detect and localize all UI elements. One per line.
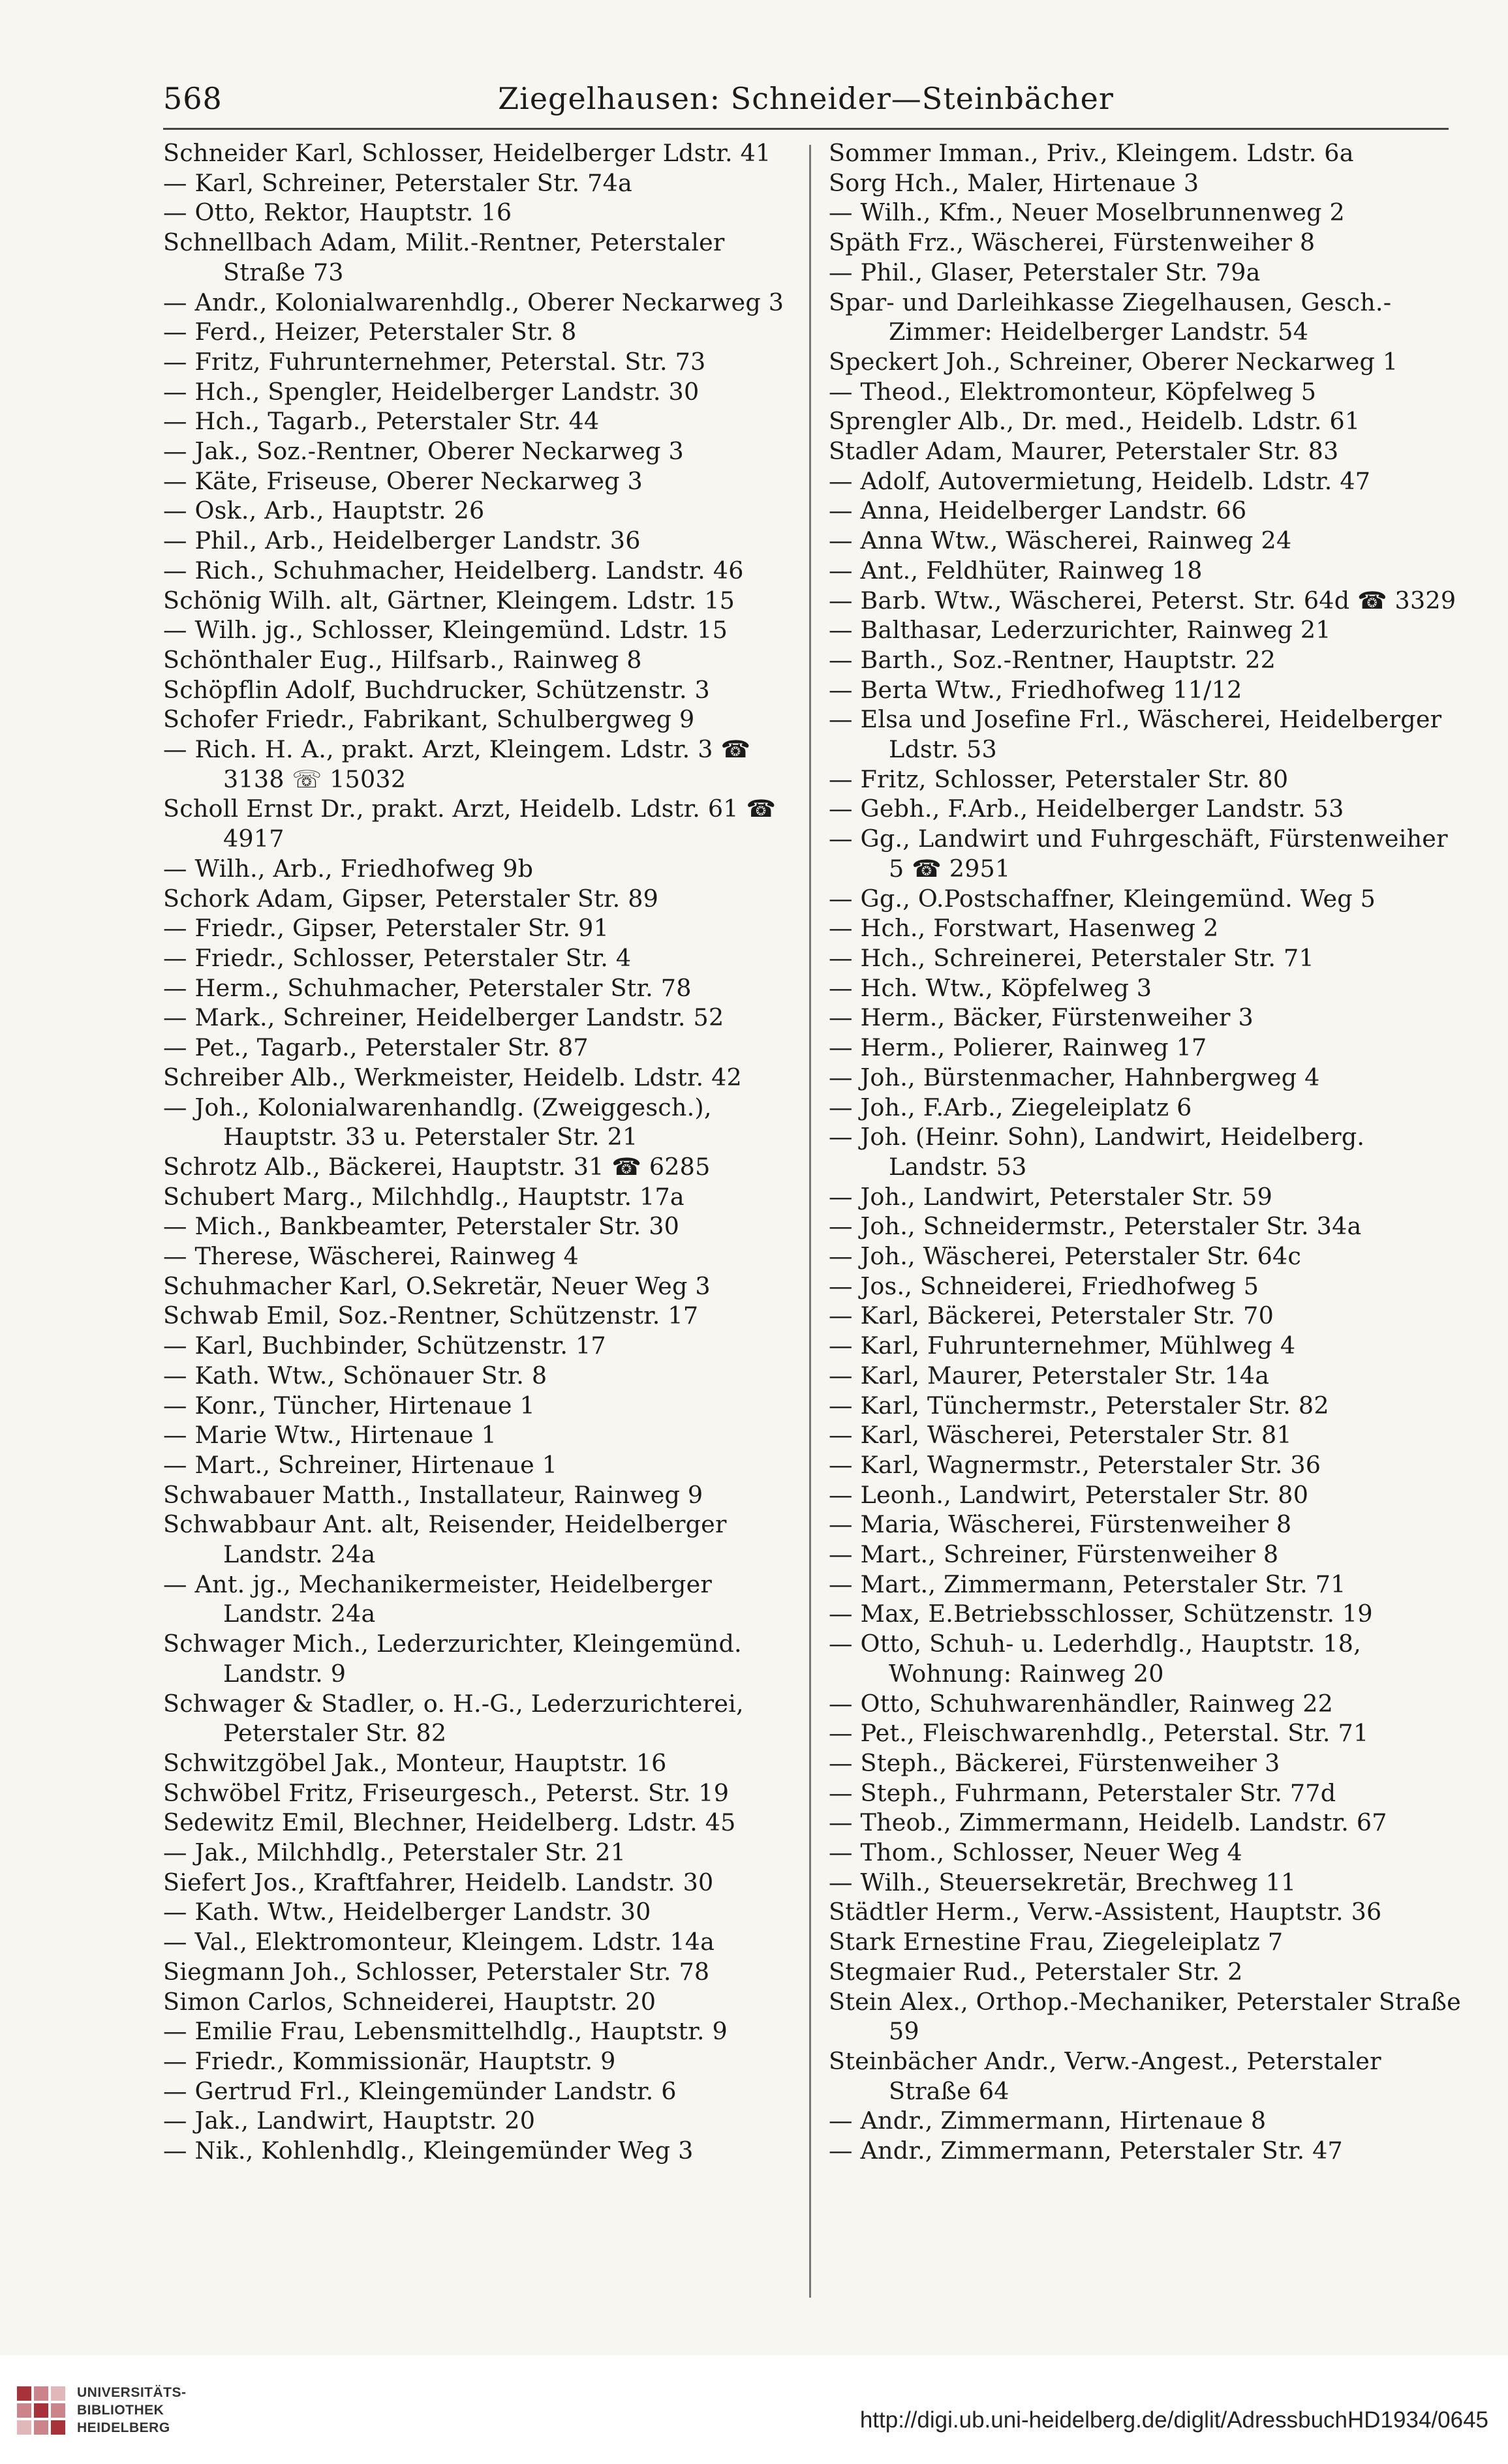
directory-entry: — Mark., Schreiner, Heidelberger Landstr. 52 xyxy=(163,1003,724,1032)
directory-entry: Schwöbel Fritz, Friseurgesch., Peterst. Str. 19 xyxy=(163,1778,730,1807)
directory-entry: — Konr., Tüncher, Hirtenaue 1 xyxy=(163,1391,535,1420)
directory-entry: — Karl, Maurer, Peterstaler Str. 14a xyxy=(829,1361,1270,1390)
directory-entry: Schreiber Alb., Werkmeister, Heidelb. Ldstr. 42 xyxy=(163,1063,742,1091)
directory-entry: — Karl, Tünchermstr., Peterstaler Str. 82 xyxy=(829,1391,1329,1420)
page-header xyxy=(163,73,1449,125)
directory-entry: — Mart., Schreiner, Fürstenweiher 8 xyxy=(829,1540,1279,1569)
directory-entry: — Steph., Fuhrmann, Peterstaler Str. 77d xyxy=(829,1778,1336,1807)
directory-entry: — Hch., Tagarb., Peterstaler Str. 44 xyxy=(163,407,600,436)
directory-entry: — Herm., Bäcker, Fürstenweiher 3 xyxy=(829,1003,1254,1032)
directory-entry: — Käte, Friseuse, Oberer Neckarweg 3 xyxy=(163,466,643,495)
directory-entry: Städtler Herm., Verw.-Assistent, Hauptstr. 36 xyxy=(829,1898,1382,1926)
directory-entry: — Pet., Fleischwarenhdlg., Peterstal. Str. 71 xyxy=(829,1719,1369,1748)
running-head: Ziegelhausen: Schneider—Steinbächer xyxy=(498,81,1114,116)
directory-entry: Siegmann Joh., Schlosser, Peterstaler Str. 78 xyxy=(163,1957,710,1986)
directory-entry: — Wilh., Steuersekretär, Brechweg 11 xyxy=(829,1868,1297,1896)
directory-entry: Schwab Emil, Soz.-Rentner, Schützenstr. 17 xyxy=(163,1301,699,1330)
directory-entry: — Ant. jg., Mechanikermeister, Heidelberger Landstr. 24a xyxy=(163,1570,713,1628)
directory-entry: Schneider Karl, Schlosser, Heidelberger Ldstr. 41 xyxy=(163,139,771,167)
directory-entry: — Gertrud Frl., Kleingemünder Landstr. 6 xyxy=(163,2076,677,2105)
directory-entry: — Anna, Heidelberger Landstr. 66 xyxy=(829,496,1247,525)
directory-entry: — Herm., Polierer, Rainweg 17 xyxy=(829,1033,1207,1062)
directory-entry: Stark Ernestine Frau, Ziegeleiplatz 7 xyxy=(829,1928,1284,1956)
directory-entry: — Wilh., Kfm., Neuer Moselbrunnenweg 2 xyxy=(829,198,1345,227)
directory-entry: Schrotz Alb., Bäckerei, Hauptstr. 31 ☎ 6285 xyxy=(163,1152,711,1181)
directory-entry: Steinbächer Andr., Verw.-Angest., Peterstaler Straße 64 xyxy=(829,2047,1381,2105)
directory-entry: — Rich. H. A., prakt. Arzt, Kleingem. Ldstr. 3 ☎ 3138 ☏ 15032 xyxy=(163,735,751,793)
directory-entry: — Jak., Soz.-Rentner, Oberer Neckarweg 3 xyxy=(163,437,684,466)
directory-entry: — Mich., Bankbeamter, Peterstaler Str. 30 xyxy=(163,1212,680,1241)
directory-entry: Sommer Imman., Priv., Kleingem. Ldstr. 6a xyxy=(829,139,1354,167)
directory-entry: — Karl, Fuhrunternehmer, Mühlweg 4 xyxy=(829,1331,1296,1360)
directory-entry: Siefert Jos., Kraftfahrer, Heidelb. Landstr. 30 xyxy=(163,1868,714,1896)
directory-entry: Sedewitz Emil, Blechner, Heidelberg. Ldstr. 45 xyxy=(163,1808,736,1837)
directory-entry: — Leonh., Landwirt, Peterstaler Str. 80 xyxy=(829,1480,1309,1509)
directory-entry: Schnellbach Adam, Milit.-Rentner, Peterstaler Straße 73 xyxy=(163,228,725,286)
directory-entry: — Fritz, Fuhrunternehmer, Peterstal. Str. 73 xyxy=(163,347,706,376)
page-number: 568 xyxy=(163,81,223,116)
directory-entry: — Adolf, Autovermietung, Heidelb. Ldstr. 47 xyxy=(829,466,1371,495)
directory-entry: — Marie Wtw., Hirtenaue 1 xyxy=(163,1421,497,1450)
directory-entry: — Gebh., F.Arb., Heidelberger Landstr. 53 xyxy=(829,795,1344,823)
directory-entry: — Karl, Bäckerei, Peterstaler Str. 70 xyxy=(829,1301,1274,1330)
directory-entry: — Jak., Milchhdlg., Peterstaler Str. 21 xyxy=(163,1838,626,1867)
directory-entry: Spar- und Darleihkasse Ziegelhausen, Gesch.-Zimmer: Heidelberger Landstr. 54 xyxy=(829,288,1392,346)
directory-entry: — Max, E.Betriebsschlosser, Schützenstr. 19 xyxy=(829,1600,1373,1628)
directory-entry: — Phil., Arb., Heidelberger Landstr. 36 xyxy=(163,526,641,555)
directory-entry: — Otto, Schuhwarenhändler, Rainweg 22 xyxy=(829,1689,1334,1718)
directory-entry: Schönig Wilh. alt, Gärtner, Kleingem. Ldstr. 15 xyxy=(163,586,735,615)
directory-entry: — Joh., Bürstenmacher, Hahnbergweg 4 xyxy=(829,1063,1320,1091)
directory-entry: Schwabbaur Ant. alt, Reisender, Heidelberger Landstr. 24a xyxy=(163,1510,727,1569)
library-seal-icon xyxy=(14,2384,68,2437)
directory-entry: — Val., Elektromonteur, Kleingem. Ldstr. 14a xyxy=(163,1928,715,1956)
directory-entry: — Theob., Zimmermann, Heidelb. Landstr. 67 xyxy=(829,1808,1387,1837)
directory-entry: Stein Alex., Orthop.-Mechaniker, Peterstaler Straße 59 xyxy=(829,1987,1461,2046)
directory-entry: — Joh. (Heinr. Sohn), Landwirt, Heidelberg. Landstr. 53 xyxy=(829,1123,1365,1181)
directory-entry: — Friedr., Kommissionär, Hauptstr. 9 xyxy=(163,2047,616,2075)
directory-entry: — Mart., Zimmermann, Peterstaler Str. 71 xyxy=(829,1570,1346,1598)
directory-entry: Schuhmacher Karl, O.Sekretär, Neuer Weg 3 xyxy=(163,1271,711,1300)
directory-entry: Stadler Adam, Maurer, Peterstaler Str. 83 xyxy=(829,437,1339,466)
directory-entry: — Karl, Wagnermstr., Peterstaler Str. 36 xyxy=(829,1450,1321,1479)
source-url-link[interactable]: http://digi.ub.uni-heidelberg.de/diglit/AdressbuchHD1934/0645 xyxy=(859,2407,1488,2433)
directory-entry: — Pet., Tagarb., Peterstaler Str. 87 xyxy=(163,1033,589,1062)
header-rule xyxy=(163,128,1449,130)
directory-entry: — Gg., O.Postschaffner, Kleingemünd. Weg 5 xyxy=(829,884,1376,913)
directory-entry: Schöpflin Adolf, Buchdrucker, Schützenstr. 3 xyxy=(163,675,710,704)
directory-entry: — Fritz, Schlosser, Peterstaler Str. 80 xyxy=(829,765,1289,793)
directory-entry: Speckert Joh., Schreiner, Oberer Neckarweg 1 xyxy=(829,347,1398,376)
directory-entry: — Karl, Wäscherei, Peterstaler Str. 81 xyxy=(829,1421,1292,1450)
directory-entry: Schofer Friedr., Fabrikant, Schulbergweg 9 xyxy=(163,705,695,734)
directory-entry: — Karl, Buchbinder, Schützenstr. 17 xyxy=(163,1331,606,1360)
directory-entry: — Herm., Schuhmacher, Peterstaler Str. 78 xyxy=(163,973,692,1002)
directory-entry: — Emilie Frau, Lebensmittelhdlg., Hauptstr. 9 xyxy=(163,2017,728,2046)
directory-entry: — Friedr., Gipser, Peterstaler Str. 91 xyxy=(163,914,609,943)
directory-entry: — Jos., Schneiderei, Friedhofweg 5 xyxy=(829,1271,1259,1300)
directory-entry: — Jak., Landwirt, Hauptstr. 20 xyxy=(163,2107,536,2135)
directory-entry: — Joh., Kolonialwarenhandlg. (Zweiggesch.), Hauptstr. 33 u. Peterstaler Str. 21 xyxy=(163,1093,712,1151)
directory-entry: — Andr., Zimmermann, Hirtenaue 8 xyxy=(829,2107,1267,2135)
directory-entry: Schubert Marg., Milchhdlg., Hauptstr. 17a xyxy=(163,1182,685,1211)
directory-entry: — Hch. Wtw., Köpfelweg 3 xyxy=(829,973,1152,1002)
directory-entry: — Maria, Wäscherei, Fürstenweiher 8 xyxy=(829,1510,1292,1539)
directory-entry: — Wilh., Arb., Friedhofweg 9b xyxy=(163,854,534,883)
directory-entry: Sorg Hch., Maler, Hirtenaue 3 xyxy=(829,168,1199,197)
directory-entry: — Friedr., Schlosser, Peterstaler Str. 4 xyxy=(163,943,632,972)
directory-entry: — Andr., Kolonialwarenhdlg., Oberer Neckarweg 3 xyxy=(163,288,784,316)
directory-entry: Schönthaler Eug., Hilfsarb., Rainweg 8 xyxy=(163,645,642,674)
directory-entry: — Nik., Kohlenhdlg., Kleingemünder Weg 3 xyxy=(163,2137,694,2165)
directory-entry: — Thom., Schlosser, Neuer Weg 4 xyxy=(829,1838,1242,1867)
directory-entry: Stegmaier Rud., Peterstaler Str. 2 xyxy=(829,1957,1243,1986)
directory-entry: Sprengler Alb., Dr. med., Heidelb. Ldstr. 61 xyxy=(829,407,1361,436)
directory-entry: — Joh., Wäscherei, Peterstaler Str. 64c xyxy=(829,1242,1302,1271)
directory-entry: — Barb. Wtw., Wäscherei, Peterst. Str. 64d ☎ 3329 xyxy=(829,586,1456,615)
directory-entry: Scholl Ernst Dr., prakt. Arzt, Heidelb. Ldstr. 61 ☎ 4917 xyxy=(163,795,777,853)
directory-entry: — Joh., Schneidermstr., Peterstaler Str. 34a xyxy=(829,1212,1362,1241)
column-divider xyxy=(809,145,811,2298)
directory-entry: — Otto, Schuh- u. Lederhdlg., Hauptstr. 18, Wohnung: Rainweg 20 xyxy=(829,1630,1361,1688)
directory-entry: — Elsa und Josefine Frl., Wäscherei, Heidelberger Ldstr. 53 xyxy=(829,705,1442,764)
directory-entry: — Karl, Schreiner, Peterstaler Str. 74a xyxy=(163,168,632,197)
directory-entry: — Joh., Landwirt, Peterstaler Str. 59 xyxy=(829,1182,1273,1211)
directory-entry: — Gg., Landwirt und Fuhrgeschäft, Fürstenweiher 5 ☎ 2951 xyxy=(829,825,1448,883)
directory-entry: — Hch., Schreinerei, Peterstaler Str. 71 xyxy=(829,943,1314,972)
directory-entry: — Theod., Elektromonteur, Köpfelweg 5 xyxy=(829,377,1317,406)
directory-entry: — Wilh. jg., Schlosser, Kleingemünd. Ldstr. 15 xyxy=(163,616,728,645)
directory-entry: — Kath. Wtw., Schönauer Str. 8 xyxy=(163,1361,547,1390)
directory-entry: — Ferd., Heizer, Peterstaler Str. 8 xyxy=(163,318,577,346)
directory-entry: Schwabauer Matth., Installateur, Rainweg 9 xyxy=(163,1480,703,1509)
directory-entry: — Mart., Schreiner, Hirtenaue 1 xyxy=(163,1450,558,1479)
directory-entry: — Osk., Arb., Hauptstr. 26 xyxy=(163,496,485,525)
library-logo xyxy=(14,2380,204,2440)
directory-entry: — Otto, Rektor, Hauptstr. 16 xyxy=(163,198,512,227)
directory-entry: Schwager Mich., Lederzurichter, Kleingemünd. Landstr. 9 xyxy=(163,1630,742,1688)
directory-entry: — Barth., Soz.-Rentner, Hauptstr. 22 xyxy=(829,645,1276,674)
directory-entry: — Hch., Forstwart, Hasenweg 2 xyxy=(829,914,1219,943)
directory-entry: — Anna Wtw., Wäscherei, Rainweg 24 xyxy=(829,526,1292,555)
directory-entry: Schork Adam, Gipser, Peterstaler Str. 89 xyxy=(163,884,659,913)
directory-entry: — Phil., Glaser, Peterstaler Str. 79a xyxy=(829,258,1261,286)
library-name xyxy=(77,2384,187,2437)
directory-entry: — Andr., Zimmermann, Peterstaler Str. 47 xyxy=(829,2137,1343,2165)
directory-entry: — Steph., Bäckerei, Fürstenweiher 3 xyxy=(829,1748,1280,1777)
library-name-line: UNIVERSITÄTS- xyxy=(77,2385,187,2400)
directory-entry: Schwager & Stadler, o. H.-G., Lederzurichterei, Peterstaler Str. 82 xyxy=(163,1689,744,1748)
library-name-line: HEIDELBERG xyxy=(77,2420,170,2435)
directory-entry: — Hch., Spengler, Heidelberger Landstr. 30 xyxy=(163,377,700,406)
directory-entry: Späth Frz., Wäscherei, Fürstenweiher 8 xyxy=(829,228,1316,257)
left-column xyxy=(163,138,796,2311)
right-column xyxy=(829,138,1462,2311)
directory-entry: — Therese, Wäscherei, Rainweg 4 xyxy=(163,1242,579,1271)
directory-entry: Simon Carlos, Schneiderei, Hauptstr. 20 xyxy=(163,1987,656,2016)
directory-entry: — Berta Wtw., Friedhofweg 11/12 xyxy=(829,675,1242,704)
directory-entry: — Balthasar, Lederzurichter, Rainweg 21 xyxy=(829,616,1331,645)
library-name-line: BIBLIOTHEK xyxy=(77,2403,164,2418)
directory-entry: — Ant., Feldhüter, Rainweg 18 xyxy=(829,556,1203,585)
directory-entry: — Rich., Schuhmacher, Heidelberg. Landstr. 46 xyxy=(163,556,744,585)
directory-entry: — Joh., F.Arb., Ziegeleiplatz 6 xyxy=(829,1093,1192,1121)
directory-entry: Schwitzgöbel Jak., Monteur, Hauptstr. 16 xyxy=(163,1748,667,1777)
directory-entry: — Kath. Wtw., Heidelberger Landstr. 30 xyxy=(163,1898,651,1926)
